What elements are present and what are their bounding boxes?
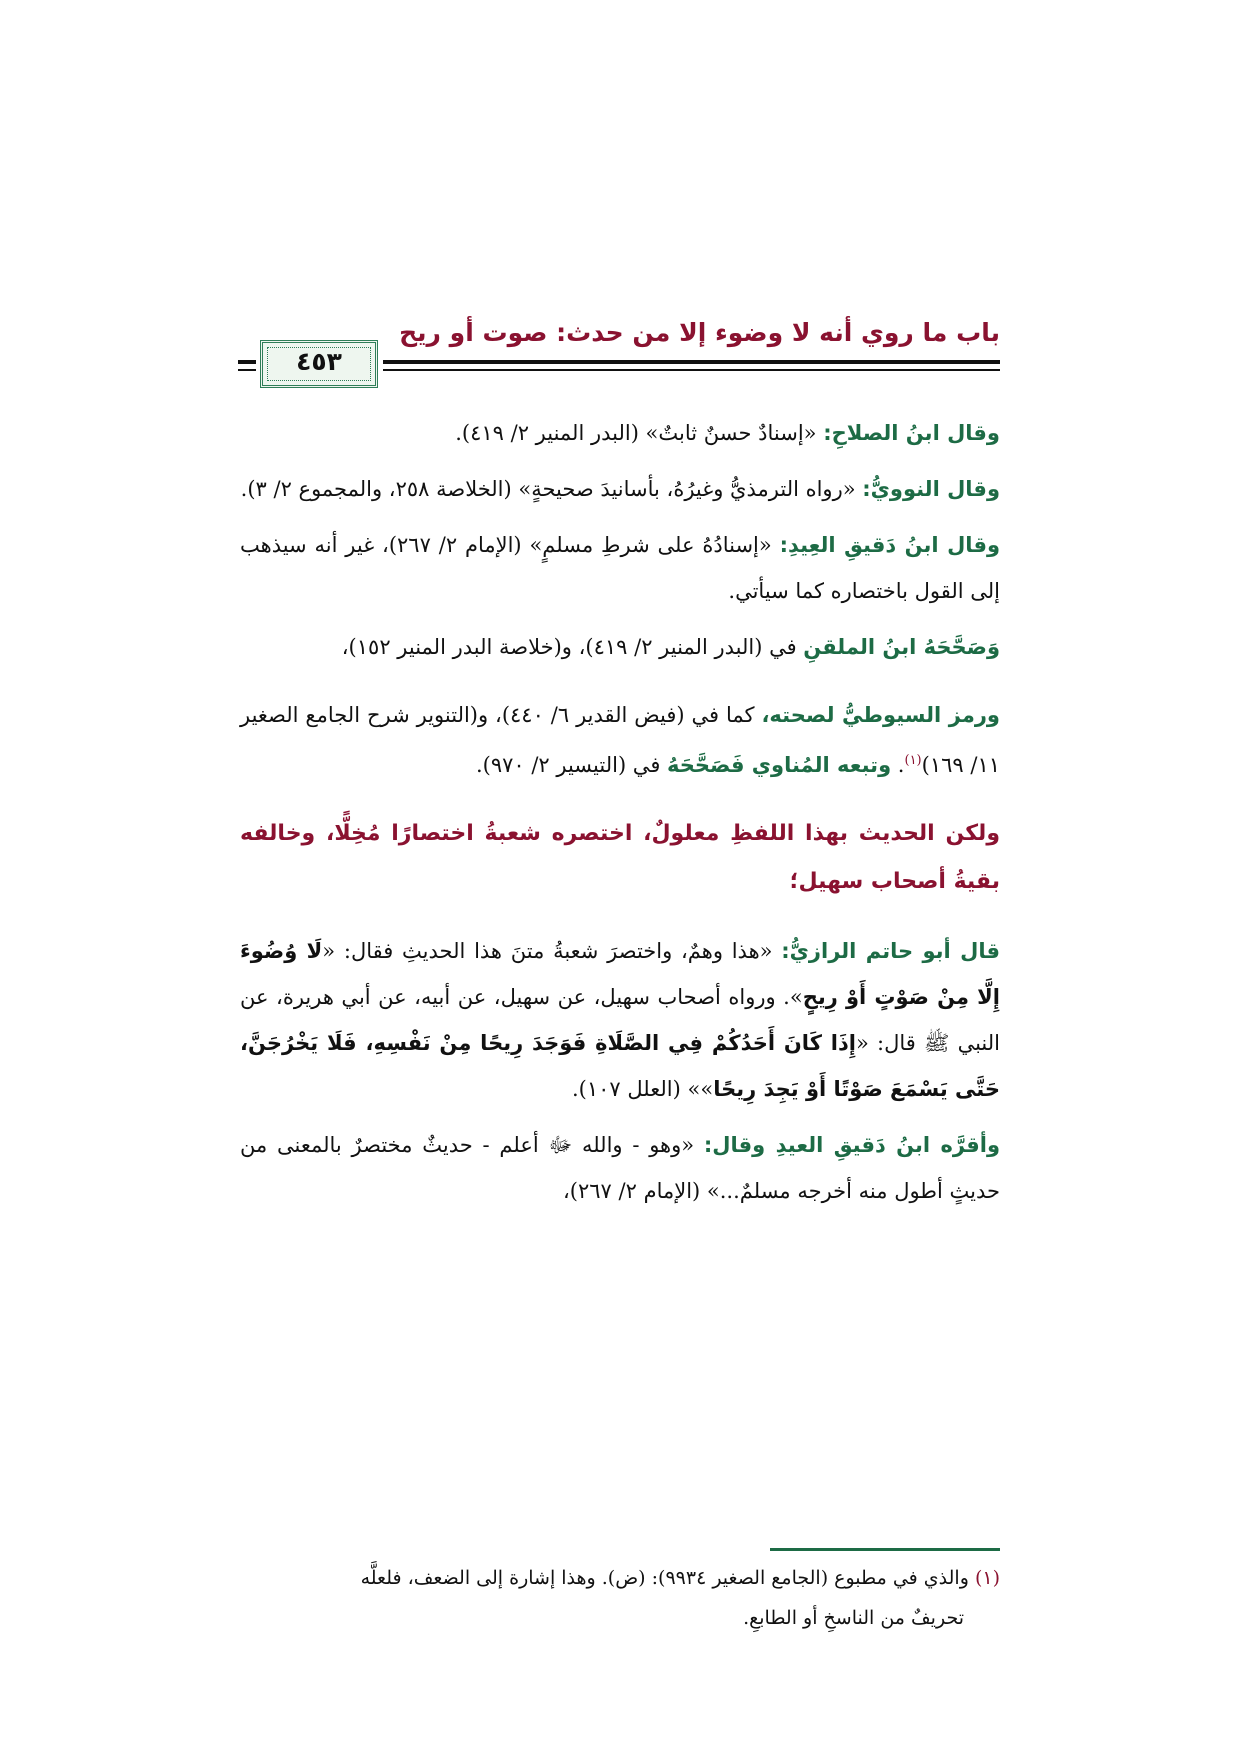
page-number: ٤٥٣ [296,347,342,376]
paragraph-text: في (التيسير ٢/ ٩٧٠). [475,753,668,777]
footnote-ref[interactable]: (١) [904,753,922,768]
paragraph-text: «إسنادُهُ على شرطِ مسلمٍ» (الإمام ٢/ ٢٦٧)، غير أنه سيذهب إلى القول باختصاره كما سيأتي. [240,533,1000,603]
paragraph-ibn-daqiq-2 [240,1122,1000,1214]
paragraph-text: «وهو - والله ﷻ أعلم - حديثٌ مختصرٌ بالمعنى من حديثٍ أطول منه أخرجه مسلمٌ...» (الإمام ٢/ ٢٦٧)، [240,1133,1000,1203]
paragraph-suyuti [240,692,1000,788]
header-rule-left-thin [238,369,256,371]
main-text [240,410,1000,1224]
paragraph-lead: وتبعه المُناوي فَصَحَّحَهُ [667,753,892,777]
paragraph-ibn-salah [240,410,1000,456]
paragraph-text: ». ورواه أصحاب سهيل، عن سهيل، عن أبيه، عن أبي هريرة، عن النبي ﷺ قال: « [240,985,1000,1055]
paragraph-lead: وقال النوويُّ: [862,477,1000,501]
paragraph-abu-hatim [240,928,1000,1112]
header-rule-left [238,360,256,364]
paragraph-ibn-mulaqqin [240,624,1000,670]
chapter-title: باب ما روي أنه لا وضوء إلا من حدث: صوت أو ريح [399,318,1000,347]
verdict-statement: ولكن الحديث بهذا اللفظِ معلولٌ، اختصره شعبةُ اختصارًا مُخِلًّا، وخالفه بقيةُ أصحاب سهيل؛ [240,821,1000,894]
page-header [238,318,1000,392]
footnote-line [240,1558,1000,1598]
footnote-divider [770,1548,1000,1551]
paragraph-lead: قال أبو حاتم الرازيُّ: [781,939,1000,963]
paragraph-text: كما في (فيض القدير ٦/ ٤٤٠)، و(التنوير شرح الجامع الصغير ١١/ ١٦٩) [240,703,1000,777]
paragraph-lead: وَصَحَّحَهُ ابنُ الملقنِ [803,635,1000,659]
header-rule [383,360,1000,364]
paragraph-text: »» (العلل ١٠٧). [572,1077,714,1101]
paragraph-nawawi [240,466,1000,512]
paragraph-lead: وقال ابنُ الصلاحِ: [823,421,1000,445]
footnote-text: والذي في مطبوع (الجامع الصغير ٩٩٣٤): (ض). وهذا إشارة إلى الضعف، فلعلَّه [360,1567,975,1589]
footnote-number: (١) [974,1567,1000,1589]
header-rule-thin [383,369,1000,371]
paragraph-text: «هذا وهمٌ، واختصرَ شعبةُ متنَ هذا الحديثِ فقال: « [322,939,782,963]
paragraph-ibn-daqiq [240,522,1000,614]
paragraph-text: . [891,753,905,777]
page-number-badge [260,340,378,388]
paragraph-lead: وأقرَّه ابنُ دَقيقِ العيدِ وقال: [703,1133,1000,1157]
paragraph-text: «رواه الترمذيُّ وغيرُهُ، بأسانيدَ صحيحةٍ» (الخلاصة ٢٥٨، والمجموع ٢/ ٣). [240,477,863,501]
paragraph-text: في (البدر المنير ٢/ ٤١٩)، و(خلاصة البدر المنير ١٥٢)، [341,635,804,659]
hadith-text: لَا وُضُوءَ إِلَّا مِنْ صَوْتٍ أَوْ رِيحٍ [240,939,1000,1009]
footnote [240,1558,1000,1638]
hadith-text: إِذَا كَانَ أَحَدُكُمْ فِي الصَّلَاةِ فَوَجَدَ رِيحًا مِنْ نَفْسِهِ، فَلَا يَخْرُجَنَّ، حَتَّى يَسْمَعَ صَوْتًا أَوْ يَجِدَ رِيحًا [240,1031,1000,1101]
paragraph-lead: وقال ابنُ دَقيقِ العِيدِ: [779,533,1000,557]
paragraph-text: «إسنادٌ حسنٌ ثابتٌ» (البدر المنير ٢/ ٤١٩). [455,421,824,445]
paragraph-lead: ورمز السيوطيُّ لصحته، [761,703,1000,727]
footnote-line: تحريفٌ من الناسخِ أو الطابعِ. [743,1607,964,1629]
